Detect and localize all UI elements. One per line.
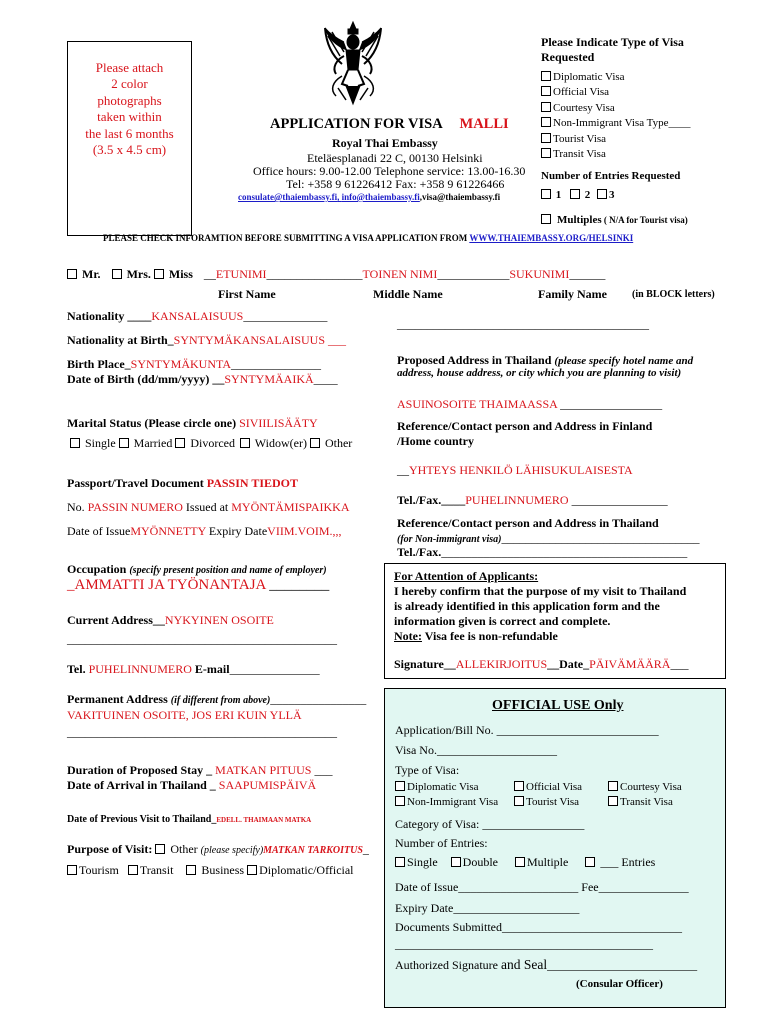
middle-name-value[interactable]: TOINEN NIMI [362,267,438,281]
entries-requested-label: Number of Entries Requested [541,170,681,182]
permanent-address-value[interactable]: VAKITUINEN OSOITE, JOS ERI KUIN YLLÄ [67,708,302,722]
official-authorized-signature: Authorized Signature and Seal_________________________ [395,957,698,972]
occupation-label: Occupation (specify present position and name of employer) [67,562,327,576]
official-category: Category of Visa: _________________ [395,817,585,831]
current-address-field[interactable]: Current Address__NYKYINEN OSOITE [67,613,274,627]
checkbox-icon [395,781,405,791]
checkbox-icon[interactable] [67,865,77,875]
reference-finland-field[interactable]: __YHTEYS HENKILÖ LÄHISUKULAISESTA [397,463,633,477]
email-link-consulate[interactable]: consulate@thaiembassy.fi [238,192,338,202]
visa-option-diplomatic[interactable]: Diplomatic Visa [541,70,690,85]
name-values: __ETUNIMI________________TOINEN NIMI____________SUKUNIMI______ [203,267,606,281]
checkbox-icon [395,796,405,806]
notice-line: PLEASE CHECK INFORAMTION BEFORE SUBMITTING A VISA APPLICATION FROM WWW.THAIEMBASSY.ORG/HELSINKI [103,233,634,243]
checkbox-icon [451,857,461,867]
nationality-field[interactable]: Nationality ____KANSALAISUUS______________ [67,309,328,323]
visa-option-transit[interactable]: Transit Visa [541,147,690,162]
duration-field[interactable]: Duration of Proposed Stay _ MATKAN PITUUS ___ [67,763,333,777]
official-bill-no: Application/Bill No. ___________________________ [395,723,659,737]
checkbox-icon [585,857,595,867]
embassy-name: Royal Thai Embassy [332,136,438,150]
form-title: APPLICATION FOR VISA MALLI [270,116,509,132]
checkbox-icon[interactable] [175,438,185,448]
checkbox-icon[interactable] [112,269,122,279]
middle-name-label: Middle Name [373,287,443,301]
checkbox-icon [608,781,618,791]
official-use-heading: OFFICIAL USE Only [492,698,624,713]
visa-type-heading: Please Indicate Type of Visa Requested [541,35,684,64]
marital-options: Single Married Divorced Widow(er) Other [70,436,352,451]
checkbox-icon[interactable] [70,438,80,448]
embassy-phone: Tel: +358 9 61226412 Fax: +358 9 61226466 [286,177,505,191]
reference-thailand-label: Reference/Contact person and Address in Thailand [397,516,659,530]
checkbox-icon [608,796,618,806]
checkbox-icon [514,796,524,806]
proposed-address-note: address, house address, or city which you are planning to visit) [397,367,682,379]
official-date-issue-fee: Date of Issue____________________ Fee_______________ [395,880,689,894]
checkbox-icon[interactable] [128,865,138,875]
reference-thailand-field[interactable]: (for Non-immigrant visa)_________________________________ [397,531,700,545]
email-link-info[interactable]: info@thaiembassy.fi [341,192,420,202]
telfax-finland-field[interactable]: Tel./Fax.____PUHELINNUMERO ________________ [397,493,668,507]
block-letters-note: (in BLOCK letters) [632,289,715,300]
tel-email-field[interactable]: Tel. PUHELINNUMERO E-mail_______________ [67,662,320,676]
official-type-col-1: Diplomatic Visa Non-Immigrant Visa [395,780,498,811]
official-expiry-date: Expiry Date_____________________ [395,901,580,915]
checkbox-icon [515,857,525,867]
checkbox-icon[interactable] [240,438,250,448]
checkbox-icon [514,781,524,791]
visa-type-options [541,70,690,162]
visa-option-official[interactable]: Official Visa [541,85,690,100]
official-documents: Documents Submitted______________________________ [395,920,682,934]
official-entries-options: Single Double Multiple ___ Entries [395,855,655,870]
official-type-label: Type of Visa: [395,763,460,777]
checkbox-icon[interactable] [541,189,551,199]
consular-officer-label: (Consular Officer) [576,978,663,990]
marital-status-field: Marital Status (Please circle one) SIVIILISÄÄTY [67,416,318,430]
checkbox-icon[interactable] [541,148,551,158]
right-top-line[interactable]: __________________________________________ [397,317,649,331]
official-type-col-3: Courtesy Visa Transit Visa [608,780,682,811]
passport-heading: Passport/Travel Document PASSIN TIEDOT [67,476,299,490]
checkbox-icon[interactable] [570,189,580,199]
visa-option-non-immigrant[interactable]: Non-Immigrant Visa Type____ [541,116,690,131]
arrival-date-field[interactable]: Date of Arrival in Thailand _ SAAPUMISPÄIVÄ [67,778,317,792]
checkbox-icon[interactable] [541,71,551,81]
checkbox-icon[interactable] [541,214,551,224]
passport-dates-field[interactable]: Date of IssueMYÖNNETTY Expiry DateVIIM.VOIM.,,, [67,524,342,538]
checkbox-icon[interactable] [247,865,257,875]
checkbox-icon[interactable] [310,438,320,448]
telfax-thailand-field[interactable]: Tel./Fax._________________________________________ [397,545,688,559]
photo-attachment-box [67,41,192,236]
checkbox-icon[interactable] [541,133,551,143]
checkbox-icon[interactable] [186,865,196,875]
attention-text: I hereby confirm that the purpose of my visit to Thailand is already identified in this application form and the information given is correct and complete. Note: Visa fee is non-refundable [394,584,687,643]
entries-requested-options: 1 2 3 [541,189,615,201]
checkbox-icon [395,857,405,867]
nationality-at-birth-field[interactable]: Nationality at Birth_SYNTYMÄKANSALAISUUS ___ [67,333,347,347]
official-documents-line: ___________________________________________ [395,937,653,951]
first-name-label: First Name [218,287,276,301]
signature-date-field[interactable]: Signature__ALLEKIRJOITUS__Date_PÄIVÄMÄÄRÄ___ [394,657,689,671]
checkbox-icon[interactable] [541,102,551,112]
checkbox-icon[interactable] [119,438,129,448]
purpose-options: Tourism Transit Business Diplomatic/Official [67,863,354,878]
attention-heading: For Attention of Applicants: [394,569,539,583]
previous-visit-field[interactable]: Date of Previous Visit to Thailand_EDELL. THAIMAAN MATKA [67,814,312,825]
checkbox-icon[interactable] [541,86,551,96]
first-name-value[interactable]: ETUNIMI [215,267,267,281]
checkbox-icon[interactable] [155,844,165,854]
embassy-emails: consulate@thaiembassy.fi, info@thaiembassy.fi,visa@thaiembassy.fi [238,192,501,202]
garuda-emblem [322,20,384,108]
permanent-address-label: Permanent Address (if different from above)________________ [67,692,367,706]
checkbox-icon[interactable] [541,117,551,127]
photo-instructions: Please attach 2 color photographs taken within the last 6 months (3.5 x 4.5 cm) [85,60,174,158]
family-name-value[interactable]: SUKUNIMI [509,267,570,281]
embassy-address: Eteläesplanadi 22 C, 00130 Helsinki [307,151,483,165]
proposed-address-field[interactable]: ASUINOSOITE THAIMAASSA _________________ [397,397,663,411]
entries-multiples[interactable]: Multiples ( N/A for Tourist visa) [541,210,688,228]
checkbox-icon[interactable] [597,189,607,199]
birth-place-field[interactable]: Birth Place_SYNTYMÄKUNTA_______________ [67,357,322,371]
occupation-field[interactable]: _AMMATTI JA TYÖNANTAJA ________ [67,577,330,593]
visa-option-courtesy[interactable]: Courtesy Visa [541,101,690,116]
current-address-line[interactable]: _____________________________________________ [67,632,337,646]
family-name-label: Family Name [538,287,607,301]
official-entries-label: Number of Entries: [395,836,488,850]
date-of-birth-field[interactable]: Date of Birth (dd/mm/yyyy) __SYNTYMÄAIKÄ____ [67,372,338,386]
permanent-address-line[interactable]: _____________________________________________ [67,725,337,739]
checkbox-icon[interactable] [67,269,77,279]
proposed-address-label: Proposed Address in Thailand (please specify hotel name and [397,353,694,367]
checkbox-icon[interactable] [154,269,164,279]
passport-number-field[interactable]: No. PASSIN NUMERO Issued at MYÖNTÄMISPAIKKA [67,500,350,514]
name-row: Mr. Mrs. Miss __ETUNIMI________________TOINEN NIMI____________SUKUNIMI______ [67,267,605,282]
embassy-website-link[interactable]: WWW.THAIEMBASSY.ORG/HELSINKI [469,233,634,243]
visa-option-tourist[interactable]: Tourist Visa [541,132,690,147]
reference-finland-label: Reference/Contact person and Address in Finland /Home country [397,419,653,448]
purpose-of-visit-field: Purpose of Visit: Other (please specify)MATKAN TARKOITUS_ [67,842,369,856]
official-visa-no: Visa No.____________________ [395,743,557,757]
office-hours: Office hours: 9.00-12.00 Telephone service: 13.00-16.30 [253,164,526,178]
official-type-col-2: Official Visa Tourist Visa [514,780,582,811]
